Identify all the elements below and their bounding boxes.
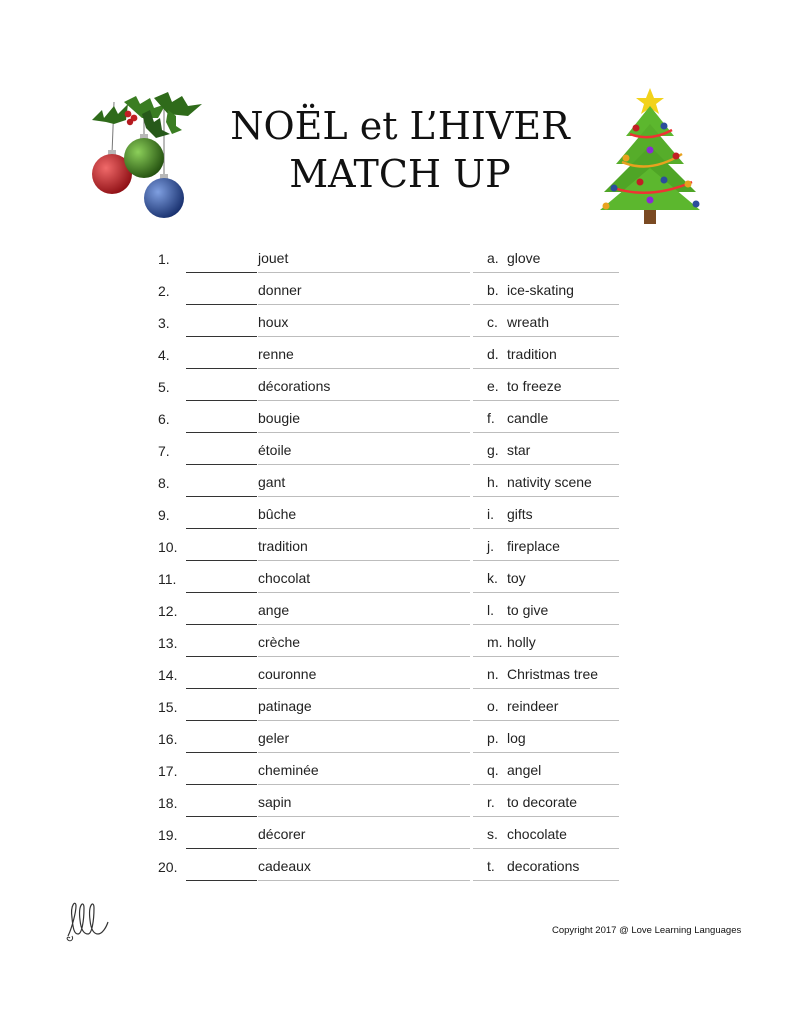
french-word: houx xyxy=(258,314,289,330)
english-word: to give xyxy=(507,602,549,618)
english-row xyxy=(487,339,617,371)
item-number: 6. xyxy=(158,411,170,427)
divider-line xyxy=(473,784,619,785)
title-line-2: MATCH UP xyxy=(289,151,511,196)
divider-line xyxy=(473,496,619,497)
divider-line xyxy=(473,272,619,273)
english-word: chocolate xyxy=(507,826,567,842)
divider-line xyxy=(258,848,470,849)
answer-blank[interactable] xyxy=(186,464,257,465)
french-word: renne xyxy=(258,346,294,362)
divider-line xyxy=(473,624,619,625)
item-number: 3. xyxy=(158,315,170,331)
divider-line xyxy=(258,624,470,625)
item-letter: b. xyxy=(487,282,499,298)
divider-line xyxy=(258,432,470,433)
divider-line xyxy=(473,688,619,689)
english-word: glove xyxy=(507,250,541,266)
french-word: gant xyxy=(258,474,286,490)
item-letter: n. xyxy=(487,666,499,682)
answer-blank[interactable] xyxy=(186,656,257,657)
answer-blank[interactable] xyxy=(186,816,257,817)
answer-blank[interactable] xyxy=(186,496,257,497)
divider-line xyxy=(473,880,619,881)
divider-line xyxy=(473,432,619,433)
divider-line xyxy=(258,368,470,369)
answer-blank[interactable] xyxy=(186,784,257,785)
english-word: toy xyxy=(507,570,526,586)
divider-line xyxy=(473,464,619,465)
item-letter: g. xyxy=(487,442,499,458)
english-word: gifts xyxy=(507,506,533,522)
divider-line xyxy=(473,528,619,529)
item-number: 16. xyxy=(158,731,178,747)
french-row xyxy=(158,627,470,659)
divider-line xyxy=(258,336,470,337)
french-word: cheminée xyxy=(258,762,319,778)
answer-blank[interactable] xyxy=(186,688,257,689)
item-letter: s. xyxy=(487,826,498,842)
french-word: chocolat xyxy=(258,570,311,586)
item-number: 7. xyxy=(158,443,170,459)
english-row xyxy=(487,755,617,787)
divider-line xyxy=(258,304,470,305)
item-number: 8. xyxy=(158,475,170,491)
answer-blank[interactable] xyxy=(186,880,257,881)
french-word: patinage xyxy=(258,698,312,714)
item-number: 13. xyxy=(158,635,178,651)
divider-line xyxy=(473,816,619,817)
english-word: decorations xyxy=(507,858,580,874)
christmas-tree-icon xyxy=(600,84,704,230)
french-row xyxy=(158,851,470,883)
divider-line xyxy=(473,656,619,657)
divider-line xyxy=(473,560,619,561)
item-letter: j. xyxy=(487,538,494,554)
french-row xyxy=(158,723,470,755)
divider-line xyxy=(258,496,470,497)
english-word: holly xyxy=(507,634,536,650)
english-row xyxy=(487,819,617,851)
english-row xyxy=(487,403,617,435)
answer-blank[interactable] xyxy=(186,624,257,625)
christmas-ornaments-holly-icon xyxy=(84,92,208,224)
french-word: tradition xyxy=(258,538,308,554)
english-word: to decorate xyxy=(507,794,578,810)
item-letter: i. xyxy=(487,506,494,522)
english-word: candle xyxy=(507,410,549,426)
divider-line xyxy=(473,336,619,337)
divider-line xyxy=(473,752,619,753)
item-number: 19. xyxy=(158,827,178,843)
french-row xyxy=(158,659,470,691)
french-row xyxy=(158,531,470,563)
french-word: étoile xyxy=(258,442,292,458)
french-row xyxy=(158,243,470,275)
item-letter: l. xyxy=(487,602,494,618)
french-row xyxy=(158,467,470,499)
french-word: sapin xyxy=(258,794,292,810)
french-row xyxy=(158,755,470,787)
english-word: nativity scene xyxy=(507,474,592,490)
divider-line xyxy=(258,592,470,593)
french-row xyxy=(158,499,470,531)
item-letter: a. xyxy=(487,250,499,266)
french-word: bougie xyxy=(258,410,301,426)
item-number: 11. xyxy=(158,571,177,587)
english-row xyxy=(487,499,617,531)
item-number: 15. xyxy=(158,699,178,715)
french-row xyxy=(158,563,470,595)
divider-line xyxy=(473,368,619,369)
divider-line xyxy=(258,656,470,657)
english-word: wreath xyxy=(507,314,550,330)
answer-blank[interactable] xyxy=(186,752,257,753)
english-row xyxy=(487,851,617,883)
divider-line xyxy=(258,688,470,689)
english-row xyxy=(487,723,617,755)
divider-line xyxy=(258,400,470,401)
answer-blank[interactable] xyxy=(186,368,257,369)
answer-blank[interactable] xyxy=(186,528,257,529)
french-row xyxy=(158,819,470,851)
answer-blank[interactable] xyxy=(186,272,257,273)
french-row xyxy=(158,275,470,307)
english-word: ice-skating xyxy=(507,282,574,298)
french-words-list xyxy=(158,243,470,883)
french-row xyxy=(158,371,470,403)
french-row xyxy=(158,403,470,435)
french-word: donner xyxy=(258,282,302,298)
answer-blank[interactable] xyxy=(186,592,257,593)
item-number: 17. xyxy=(158,763,178,779)
answer-blank[interactable] xyxy=(186,848,257,849)
title-line-1: NOËL et L’HIVER xyxy=(230,104,570,148)
copyright-text: Copyright 2017 @ Love Learning Languages xyxy=(552,925,742,936)
divider-line xyxy=(258,528,470,529)
english-row xyxy=(487,243,617,275)
item-letter: d. xyxy=(487,346,499,362)
english-row xyxy=(487,467,617,499)
answer-blank[interactable] xyxy=(186,560,257,561)
english-words-list xyxy=(487,243,617,883)
english-word: Christmas tree xyxy=(507,666,599,682)
divider-line xyxy=(258,784,470,785)
divider-line xyxy=(258,880,470,881)
item-letter: q. xyxy=(487,762,499,778)
divider-line xyxy=(473,720,619,721)
item-letter: c. xyxy=(487,314,498,330)
answer-blank[interactable] xyxy=(186,720,257,721)
english-row xyxy=(487,435,617,467)
item-number: 2. xyxy=(158,283,170,299)
divider-line xyxy=(258,816,470,817)
answer-blank[interactable] xyxy=(186,432,257,433)
english-row xyxy=(487,595,617,627)
item-letter: f. xyxy=(487,410,495,426)
french-word: cadeaux xyxy=(258,858,311,874)
english-row xyxy=(487,307,617,339)
french-word: décorations xyxy=(258,378,331,394)
english-row xyxy=(487,627,617,659)
english-row xyxy=(487,691,617,723)
divider-line xyxy=(473,304,619,305)
lll-logo-icon xyxy=(62,898,112,942)
divider-line xyxy=(473,400,619,401)
page-title xyxy=(230,106,570,196)
item-letter: h. xyxy=(487,474,499,490)
item-number: 20. xyxy=(158,859,178,875)
english-row xyxy=(487,563,617,595)
answer-blank[interactable] xyxy=(186,400,257,401)
french-word: ange xyxy=(258,602,290,618)
divider-line xyxy=(258,464,470,465)
english-row xyxy=(487,275,617,307)
english-row xyxy=(487,531,617,563)
english-row xyxy=(487,659,617,691)
english-word: tradition xyxy=(507,346,557,362)
item-number: 5. xyxy=(158,379,170,395)
english-word: fireplace xyxy=(507,538,560,554)
french-word: geler xyxy=(258,730,290,746)
item-letter: m. xyxy=(487,634,503,650)
item-number: 10. xyxy=(158,539,178,555)
item-number: 12. xyxy=(158,603,178,619)
divider-line xyxy=(258,752,470,753)
french-word: couronne xyxy=(258,666,317,682)
french-word: décorer xyxy=(258,826,306,842)
french-row xyxy=(158,307,470,339)
divider-line xyxy=(258,560,470,561)
item-letter: o. xyxy=(487,698,499,714)
answer-blank[interactable] xyxy=(186,336,257,337)
english-word: log xyxy=(507,730,526,746)
french-row xyxy=(158,595,470,627)
english-row xyxy=(487,787,617,819)
french-word: bûche xyxy=(258,506,297,522)
french-row xyxy=(158,435,470,467)
english-word: angel xyxy=(507,762,542,778)
english-word: star xyxy=(507,442,531,458)
french-word: crèche xyxy=(258,634,301,650)
divider-line xyxy=(258,720,470,721)
item-letter: k. xyxy=(487,570,498,586)
item-number: 9. xyxy=(158,507,170,523)
item-number: 1. xyxy=(158,251,170,267)
french-row xyxy=(158,787,470,819)
french-row xyxy=(158,691,470,723)
divider-line xyxy=(473,848,619,849)
item-letter: r. xyxy=(487,794,495,810)
french-word: jouet xyxy=(258,250,289,266)
english-word: reindeer xyxy=(507,698,559,714)
english-row xyxy=(487,371,617,403)
french-row xyxy=(158,339,470,371)
item-letter: p. xyxy=(487,730,499,746)
item-number: 14. xyxy=(158,667,178,683)
item-number: 4. xyxy=(158,347,170,363)
item-letter: t. xyxy=(487,858,495,874)
answer-blank[interactable] xyxy=(186,304,257,305)
divider-line xyxy=(258,272,470,273)
item-number: 18. xyxy=(158,795,178,811)
english-word: to freeze xyxy=(507,378,562,394)
divider-line xyxy=(473,592,619,593)
item-letter: e. xyxy=(487,378,499,394)
